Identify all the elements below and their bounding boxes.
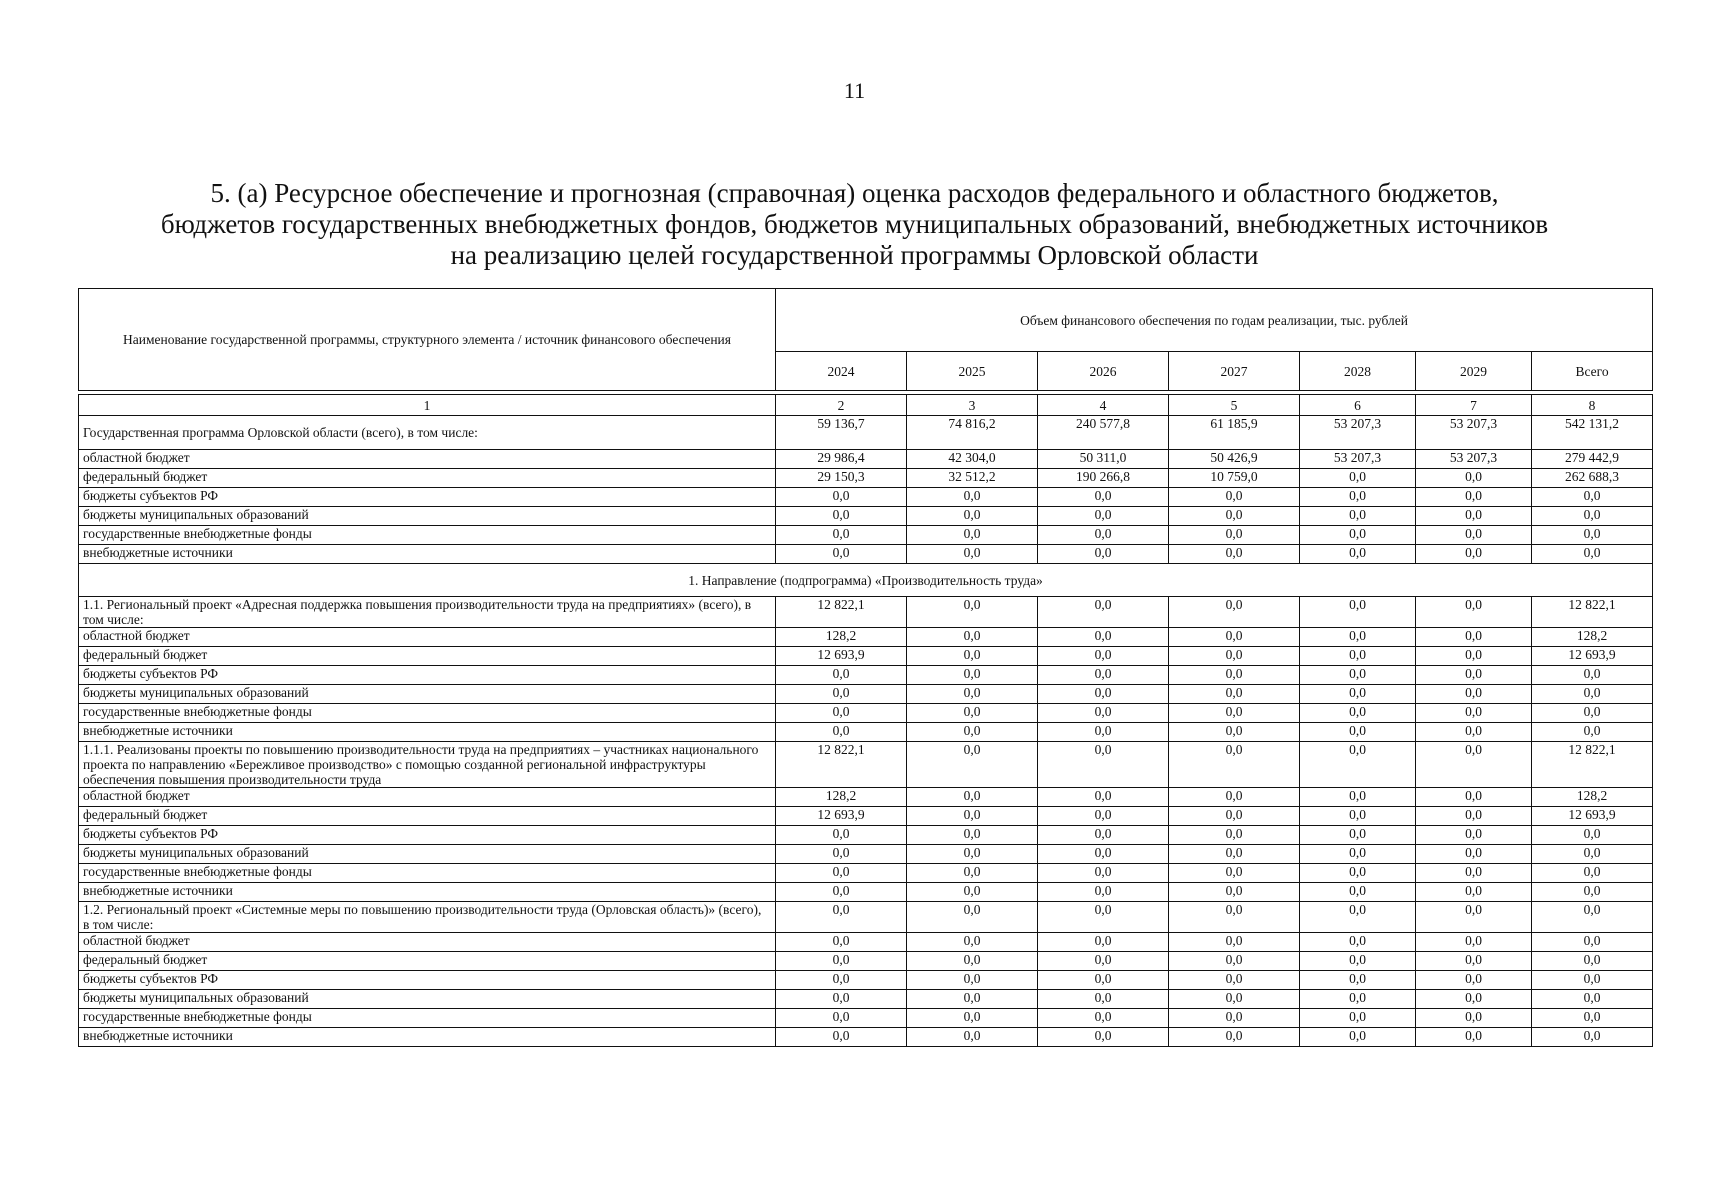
row-name-cell: внебюджетные источники [79, 883, 776, 902]
value-cell: 0,0 [1038, 933, 1169, 952]
value-cell: 0,0 [1300, 666, 1416, 685]
table-body [79, 391, 1653, 1047]
value-cell: 0,0 [1532, 883, 1653, 902]
value-cell: 0,0 [1300, 883, 1416, 902]
value-cell: 50 426,9 [1169, 450, 1300, 469]
table-row [79, 807, 1653, 826]
column-number: 8 [1532, 395, 1653, 416]
value-cell: 128,2 [1532, 628, 1653, 647]
value-cell: 0,0 [1300, 864, 1416, 883]
value-cell: 0,0 [1169, 788, 1300, 807]
value-cell: 0,0 [1038, 864, 1169, 883]
value-cell: 0,0 [907, 883, 1038, 902]
header-year-2024: 2024 [776, 352, 907, 391]
value-cell: 0,0 [1038, 807, 1169, 826]
value-cell: 262 688,3 [1532, 469, 1653, 488]
row-name-cell: федеральный бюджет [79, 952, 776, 971]
value-cell: 0,0 [907, 1028, 1038, 1047]
row-name-cell: областной бюджет [79, 788, 776, 807]
table-row [79, 1028, 1653, 1047]
value-cell: 61 185,9 [1169, 416, 1300, 450]
value-cell: 0,0 [1416, 952, 1532, 971]
value-cell: 0,0 [1416, 666, 1532, 685]
value-cell: 0,0 [1416, 1009, 1532, 1028]
table-row [79, 788, 1653, 807]
row-name-cell: внебюджетные источники [79, 723, 776, 742]
value-cell: 0,0 [1169, 933, 1300, 952]
value-cell: 12 693,9 [776, 647, 907, 666]
row-name-cell: областной бюджет [79, 628, 776, 647]
row-name-cell: бюджеты субъектов РФ [79, 826, 776, 845]
value-cell: 0,0 [907, 685, 1038, 704]
value-cell: 0,0 [1038, 902, 1169, 933]
row-name-cell: бюджеты субъектов РФ [79, 488, 776, 507]
value-cell: 0,0 [1169, 545, 1300, 564]
value-cell: 0,0 [1169, 685, 1300, 704]
value-cell: 0,0 [1300, 826, 1416, 845]
row-name-cell: государственные внебюджетные фонды [79, 704, 776, 723]
value-cell: 0,0 [776, 990, 907, 1009]
value-cell: 0,0 [1532, 933, 1653, 952]
value-cell: 0,0 [1416, 807, 1532, 826]
value-cell: 0,0 [1532, 685, 1653, 704]
value-cell: 0,0 [1038, 845, 1169, 864]
value-cell: 0,0 [1416, 826, 1532, 845]
table-row [79, 488, 1653, 507]
value-cell: 0,0 [907, 647, 1038, 666]
value-cell: 0,0 [1416, 788, 1532, 807]
table-row [79, 545, 1653, 564]
value-cell: 0,0 [1300, 628, 1416, 647]
value-cell: 0,0 [1038, 507, 1169, 526]
table-row [79, 416, 1653, 450]
value-cell: 0,0 [776, 1009, 907, 1028]
value-cell: 0,0 [1532, 990, 1653, 1009]
header-year-2025: 2025 [907, 352, 1038, 391]
value-cell: 0,0 [1416, 704, 1532, 723]
value-cell: 50 311,0 [1038, 450, 1169, 469]
value-cell: 12 822,1 [776, 597, 907, 628]
value-cell: 0,0 [1416, 883, 1532, 902]
value-cell: 0,0 [907, 545, 1038, 564]
value-cell: 0,0 [1300, 469, 1416, 488]
value-cell: 0,0 [1532, 864, 1653, 883]
value-cell: 0,0 [1300, 647, 1416, 666]
value-cell: 0,0 [1300, 704, 1416, 723]
table-row [79, 507, 1653, 526]
value-cell: 0,0 [1038, 952, 1169, 971]
value-cell: 0,0 [1532, 666, 1653, 685]
value-cell: 12 822,1 [1532, 597, 1653, 628]
value-cell: 0,0 [1300, 990, 1416, 1009]
value-cell: 0,0 [776, 933, 907, 952]
title-line-1: 5. (а) Ресурсное обеспечение и прогнозная (справочная) оценка расходов федерального и областного бюджетов, [210, 178, 1499, 208]
value-cell: 0,0 [1416, 488, 1532, 507]
value-cell: 0,0 [907, 845, 1038, 864]
document-title [80, 178, 1629, 271]
value-cell: 0,0 [1169, 1028, 1300, 1047]
column-number: 2 [776, 395, 907, 416]
value-cell: 0,0 [776, 864, 907, 883]
value-cell: 0,0 [776, 545, 907, 564]
value-cell: 0,0 [1169, 597, 1300, 628]
value-cell: 0,0 [907, 933, 1038, 952]
value-cell: 0,0 [907, 902, 1038, 933]
header-year-2027: 2027 [1169, 352, 1300, 391]
value-cell: 0,0 [1300, 902, 1416, 933]
value-cell: 74 816,2 [907, 416, 1038, 450]
value-cell: 0,0 [1038, 723, 1169, 742]
value-cell: 0,0 [1169, 990, 1300, 1009]
value-cell: 0,0 [907, 864, 1038, 883]
title-line-2: бюджетов государственных внебюджетных фондов, бюджетов муниципальных образований, внебюджетных источников [160, 209, 1549, 239]
value-cell: 0,0 [1416, 864, 1532, 883]
value-cell: 0,0 [1169, 807, 1300, 826]
table-row [79, 933, 1653, 952]
value-cell: 0,0 [1416, 526, 1532, 545]
value-cell: 0,0 [776, 902, 907, 933]
value-cell: 0,0 [1416, 1028, 1532, 1047]
value-cell: 12 822,1 [776, 742, 907, 788]
column-number: 3 [907, 395, 1038, 416]
table-row [79, 704, 1653, 723]
value-cell: 0,0 [907, 826, 1038, 845]
value-cell: 0,0 [1532, 526, 1653, 545]
value-cell: 12 822,1 [1532, 742, 1653, 788]
value-cell: 53 207,3 [1416, 450, 1532, 469]
value-cell: 0,0 [907, 990, 1038, 1009]
table-row [79, 647, 1653, 666]
row-name-cell: государственные внебюджетные фонды [79, 864, 776, 883]
value-cell: 0,0 [1416, 723, 1532, 742]
table-row [79, 685, 1653, 704]
value-cell: 0,0 [776, 883, 907, 902]
value-cell: 542 131,2 [1532, 416, 1653, 450]
table-row [79, 971, 1653, 990]
value-cell: 0,0 [1038, 883, 1169, 902]
value-cell: 0,0 [776, 1028, 907, 1047]
value-cell: 0,0 [776, 526, 907, 545]
value-cell: 0,0 [1300, 845, 1416, 864]
row-name-cell: областной бюджет [79, 450, 776, 469]
value-cell: 0,0 [776, 952, 907, 971]
value-cell: 12 693,9 [1532, 647, 1653, 666]
value-cell: 0,0 [1416, 647, 1532, 666]
row-name-cell: бюджеты муниципальных образований [79, 685, 776, 704]
value-cell: 0,0 [1038, 1028, 1169, 1047]
table-row [79, 845, 1653, 864]
value-cell: 12 693,9 [1532, 807, 1653, 826]
column-number: 5 [1169, 395, 1300, 416]
header-group-cell: Объем финансового обеспечения по годам реализации, тыс. рублей [776, 289, 1653, 352]
value-cell: 0,0 [907, 952, 1038, 971]
value-cell: 0,0 [1416, 469, 1532, 488]
row-name-cell: федеральный бюджет [79, 647, 776, 666]
value-cell: 0,0 [776, 845, 907, 864]
value-cell: 190 266,8 [1038, 469, 1169, 488]
value-cell: 0,0 [1416, 597, 1532, 628]
value-cell: 0,0 [1038, 628, 1169, 647]
value-cell: 0,0 [1038, 704, 1169, 723]
table-row [79, 526, 1653, 545]
value-cell: 240 577,8 [1038, 416, 1169, 450]
row-name-cell: 1.1. Региональный проект «Адресная поддержка повышения производительности труда на предприятиях» (всего), в том числе: [79, 597, 776, 628]
value-cell: 0,0 [1532, 488, 1653, 507]
table-row [79, 883, 1653, 902]
value-cell: 0,0 [776, 704, 907, 723]
value-cell: 0,0 [1038, 488, 1169, 507]
header-year-2026: 2026 [1038, 352, 1169, 391]
value-cell: 0,0 [1532, 507, 1653, 526]
value-cell: 0,0 [1169, 507, 1300, 526]
value-cell: 0,0 [776, 971, 907, 990]
value-cell: 0,0 [1169, 902, 1300, 933]
value-cell: 0,0 [776, 685, 907, 704]
value-cell: 0,0 [1038, 826, 1169, 845]
value-cell: 0,0 [1169, 971, 1300, 990]
value-cell: 0,0 [1532, 1028, 1653, 1047]
value-cell: 0,0 [907, 526, 1038, 545]
value-cell: 0,0 [1532, 723, 1653, 742]
row-name-cell: бюджеты муниципальных образований [79, 990, 776, 1009]
value-cell: 0,0 [907, 742, 1038, 788]
row-name-cell: бюджеты субъектов РФ [79, 971, 776, 990]
value-cell: 0,0 [1532, 545, 1653, 564]
value-cell: 0,0 [1532, 952, 1653, 971]
value-cell: 0,0 [1416, 902, 1532, 933]
value-cell: 59 136,7 [776, 416, 907, 450]
title-line-3: на реализацию целей государственной программы Орловской области [450, 240, 1259, 270]
value-cell: 0,0 [1300, 788, 1416, 807]
value-cell: 0,0 [776, 666, 907, 685]
row-name-cell: 1.2. Региональный проект «Системные меры по повышению производительности труда (Орловская область)» (всего), в том числе: [79, 902, 776, 933]
value-cell: 0,0 [1300, 952, 1416, 971]
value-cell: 0,0 [1169, 1009, 1300, 1028]
value-cell: 0,0 [1169, 488, 1300, 507]
row-name-cell: Государственная программа Орловской области (всего), в том числе: [79, 416, 776, 450]
value-cell: 0,0 [1532, 902, 1653, 933]
value-cell: 0,0 [776, 826, 907, 845]
value-cell: 53 207,3 [1300, 450, 1416, 469]
table-row [79, 469, 1653, 488]
value-cell: 0,0 [1169, 883, 1300, 902]
value-cell: 0,0 [1300, 526, 1416, 545]
table-row [79, 952, 1653, 971]
value-cell: 0,0 [1169, 666, 1300, 685]
row-name-cell: внебюджетные источники [79, 1028, 776, 1047]
value-cell: 128,2 [776, 628, 907, 647]
direction-title: 1. Направление (подпрограмма) «Производительность труда» [79, 564, 1653, 597]
table-row [79, 450, 1653, 469]
value-cell: 0,0 [1416, 845, 1532, 864]
table-row [79, 742, 1653, 788]
value-cell: 0,0 [1532, 971, 1653, 990]
value-cell: 53 207,3 [1300, 416, 1416, 450]
table-row [79, 826, 1653, 845]
value-cell: 0,0 [907, 628, 1038, 647]
value-cell: 0,0 [1169, 526, 1300, 545]
value-cell: 0,0 [907, 723, 1038, 742]
value-cell: 0,0 [1416, 990, 1532, 1009]
page-number: 11 [843, 78, 866, 103]
value-cell: 0,0 [1038, 990, 1169, 1009]
header-total: Всего [1532, 352, 1653, 391]
value-cell: 0,0 [1416, 685, 1532, 704]
value-cell: 0,0 [1169, 864, 1300, 883]
row-name-cell: федеральный бюджет [79, 807, 776, 826]
value-cell: 0,0 [907, 704, 1038, 723]
row-name-cell: бюджеты муниципальных образований [79, 507, 776, 526]
table-row [79, 864, 1653, 883]
value-cell: 29 986,4 [776, 450, 907, 469]
table-row [79, 723, 1653, 742]
value-cell: 0,0 [776, 488, 907, 507]
column-number: 6 [1300, 395, 1416, 416]
column-number: 4 [1038, 395, 1169, 416]
value-cell: 0,0 [907, 971, 1038, 990]
value-cell: 0,0 [1300, 685, 1416, 704]
value-cell: 0,0 [1169, 742, 1300, 788]
value-cell: 0,0 [1416, 507, 1532, 526]
value-cell: 0,0 [1416, 628, 1532, 647]
value-cell: 0,0 [1300, 507, 1416, 526]
row-name-cell: областной бюджет [79, 933, 776, 952]
value-cell: 0,0 [1038, 526, 1169, 545]
value-cell: 10 759,0 [1169, 469, 1300, 488]
value-cell: 0,0 [1169, 723, 1300, 742]
value-cell: 29 150,3 [776, 469, 907, 488]
value-cell: 0,0 [1416, 545, 1532, 564]
row-name-cell: бюджеты субъектов РФ [79, 666, 776, 685]
value-cell: 0,0 [907, 1009, 1038, 1028]
row-name-cell: федеральный бюджет [79, 469, 776, 488]
column-number: 1 [79, 395, 776, 416]
value-cell: 0,0 [907, 597, 1038, 628]
value-cell: 0,0 [1300, 742, 1416, 788]
table-row [79, 1009, 1653, 1028]
value-cell: 0,0 [907, 488, 1038, 507]
row-name-cell: внебюджетные источники [79, 545, 776, 564]
value-cell: 32 512,2 [907, 469, 1038, 488]
value-cell: 128,2 [1532, 788, 1653, 807]
value-cell: 0,0 [1532, 826, 1653, 845]
value-cell: 0,0 [907, 507, 1038, 526]
value-cell: 0,0 [776, 507, 907, 526]
table-row [79, 628, 1653, 647]
value-cell: 0,0 [1169, 826, 1300, 845]
row-name-cell: 1.1.1. Реализованы проекты по повышению производительности труда на предприятиях – участниках национального проекта по направлению «Бережливое производство» с помощью созданной региональной инфраструктуры обеспечения повышения производительности труда [79, 742, 776, 788]
value-cell: 0,0 [1038, 685, 1169, 704]
value-cell: 0,0 [1169, 704, 1300, 723]
value-cell: 0,0 [1038, 788, 1169, 807]
row-name-cell: государственные внебюджетные фонды [79, 1009, 776, 1028]
header-year-2028: 2028 [1300, 352, 1416, 391]
value-cell: 0,0 [1532, 1009, 1653, 1028]
value-cell: 0,0 [1038, 597, 1169, 628]
value-cell: 0,0 [1169, 845, 1300, 864]
value-cell: 0,0 [1038, 1009, 1169, 1028]
table-row [79, 597, 1653, 628]
table-row [79, 902, 1653, 933]
table-row [79, 666, 1653, 685]
value-cell: 0,0 [1300, 1028, 1416, 1047]
value-cell: 0,0 [1300, 545, 1416, 564]
value-cell: 0,0 [907, 788, 1038, 807]
value-cell: 42 304,0 [907, 450, 1038, 469]
value-cell: 0,0 [1300, 933, 1416, 952]
value-cell: 0,0 [1300, 807, 1416, 826]
value-cell: 0,0 [776, 723, 907, 742]
value-cell: 53 207,3 [1416, 416, 1532, 450]
value-cell: 0,0 [1169, 628, 1300, 647]
direction-row [79, 564, 1653, 597]
header-name-cell: Наименование государственной программы, структурного элемента / источник финансового обеспечения [79, 289, 776, 391]
value-cell: 0,0 [1532, 704, 1653, 723]
value-cell: 0,0 [1169, 952, 1300, 971]
value-cell: 0,0 [1038, 971, 1169, 990]
value-cell: 279 442,9 [1532, 450, 1653, 469]
value-cell: 0,0 [907, 666, 1038, 685]
value-cell: 0,0 [1038, 545, 1169, 564]
row-name-cell: государственные внебюджетные фонды [79, 526, 776, 545]
value-cell: 0,0 [907, 807, 1038, 826]
value-cell: 0,0 [1038, 647, 1169, 666]
column-number: 7 [1416, 395, 1532, 416]
value-cell: 0,0 [1416, 971, 1532, 990]
table-row [79, 990, 1653, 1009]
value-cell: 0,0 [1038, 666, 1169, 685]
value-cell: 0,0 [1416, 742, 1532, 788]
row-name-cell: бюджеты муниципальных образований [79, 845, 776, 864]
value-cell: 0,0 [1300, 971, 1416, 990]
value-cell: 0,0 [1300, 1009, 1416, 1028]
funding-table [78, 288, 1653, 1047]
value-cell: 0,0 [1169, 647, 1300, 666]
value-cell: 0,0 [1300, 723, 1416, 742]
header-year-2029: 2029 [1416, 352, 1532, 391]
value-cell: 0,0 [1532, 845, 1653, 864]
value-cell: 128,2 [776, 788, 907, 807]
column-number-row [79, 395, 1653, 416]
value-cell: 0,0 [1038, 742, 1169, 788]
value-cell: 12 693,9 [776, 807, 907, 826]
value-cell: 0,0 [1300, 488, 1416, 507]
value-cell: 0,0 [1416, 933, 1532, 952]
value-cell: 0,0 [1300, 597, 1416, 628]
